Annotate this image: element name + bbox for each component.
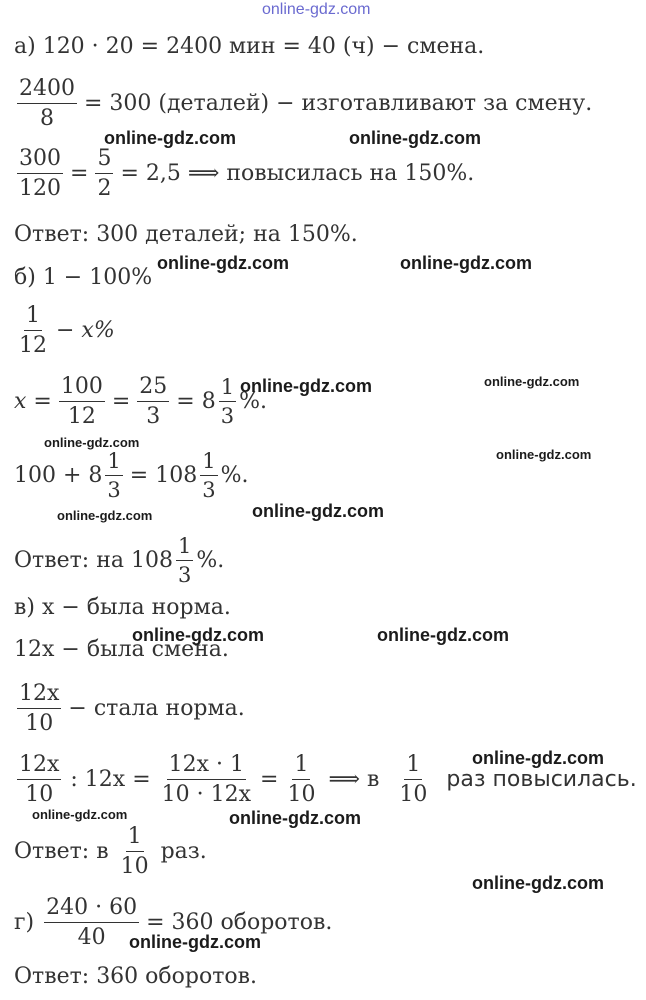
watermark: online-gdz.com (484, 374, 580, 389)
fraction: $\frac{1}{3}$ (202, 449, 216, 502)
watermark: online-gdz.com (57, 508, 153, 523)
part-c-line4: $\frac{12x}{10}$ : 12x = $\frac{12x \cdot 1}{10 \cdot 12x}$ = $\frac{1}{10}$ ⟹ в $\frac{1}{10}$ раз повысилась. (19, 752, 637, 807)
part-b-line4: 100 + 8 $\frac{1}{3}$ = 108 $\frac{1}{3}$ %. (14, 449, 249, 502)
part-c-answer: Ответ: в $\frac{1}{10}$ раз. (14, 824, 207, 879)
fraction: $\frac{1}{10}$ (399, 752, 428, 807)
part-c-line1: в) x − была норма. (14, 595, 231, 620)
watermark: online-gdz.com (129, 932, 261, 952)
watermark: online-gdz.com (104, 128, 236, 148)
part-a-line3: $\frac{300}{120}$ = $\frac{5}{2}$ = 2,5 ⟹ повысилась на 150%. (19, 146, 475, 201)
watermark: online-gdz.com (400, 253, 532, 273)
fraction: $\frac{1}{3}$ (220, 375, 235, 428)
watermark: online-gdz.com (229, 808, 361, 828)
fraction: $\frac{1}{3}$ (107, 449, 121, 502)
fraction: $\frac{240 \cdot 60}{40}$ (46, 895, 138, 950)
fraction: $\frac{1}{3}$ (177, 534, 192, 587)
watermark: online-gdz.com (252, 501, 384, 521)
watermark: online-gdz.com (496, 447, 592, 462)
part-b-line2: $\frac{1}{12}$ − x% (19, 303, 115, 358)
fraction: $\frac{100}{12}$ (60, 374, 103, 429)
part-c-line3: $\frac{12x}{10}$ − стала норма. (19, 681, 245, 736)
watermark: online-gdz.com (132, 625, 264, 645)
part-d-answer: Ответ: 360 оборотов. (14, 964, 258, 989)
fraction: $\frac{12x}{10}$ (19, 752, 60, 807)
fraction: $\frac{25}{3}$ (139, 374, 168, 429)
part-a-line2: $\frac{2400}{8}$ = 300 (деталей) − изготавливают за смену. (19, 76, 593, 131)
watermark: online-gdz.com (32, 807, 128, 822)
fraction: $\frac{1}{10}$ (120, 824, 149, 879)
fraction: $\frac{1}{12}$ (19, 303, 47, 358)
part-b-answer: Ответ: на 108 $\frac{1}{3}$ %. (14, 534, 225, 587)
watermark: online-gdz.com (472, 873, 604, 893)
fraction: $\frac{5}{2}$ (97, 146, 112, 201)
part-b-line1: б) 1 − 100% (14, 265, 153, 290)
part-c-line2: 12x − была смена. (14, 637, 229, 662)
fraction: $\frac{12x \cdot 1}{10 \cdot 12x}$ (161, 752, 252, 807)
watermark: online-gdz.com (472, 748, 604, 768)
fraction: $\frac{2400}{8}$ (19, 76, 75, 131)
fraction: $\frac{12x}{10}$ (19, 681, 60, 736)
watermark: online-gdz.com (377, 625, 509, 645)
watermark: online-gdz.com (349, 128, 481, 148)
header-watermark: online-gdz.com (262, 1, 371, 18)
watermark: online-gdz.com (240, 376, 372, 396)
part-a-answer: Ответ: 300 деталей; на 150%. (14, 222, 358, 247)
fraction: $\frac{1}{10}$ (287, 752, 316, 807)
watermark: online-gdz.com (157, 253, 289, 273)
part-a-line1: а) 120 · 20 = 2400 мин = 40 (ч) − смена. (14, 34, 485, 59)
watermark: online-gdz.com (44, 435, 140, 450)
part-d-line1: г) $\frac{240 \cdot 60}{40}$ = 360 оборотов. (14, 895, 333, 950)
part-b-line3: x = $\frac{100}{12}$ = $\frac{25}{3}$ = 8 $\frac{1}{3}$ %. (14, 374, 267, 429)
fraction: $\frac{300}{120}$ (19, 146, 61, 201)
